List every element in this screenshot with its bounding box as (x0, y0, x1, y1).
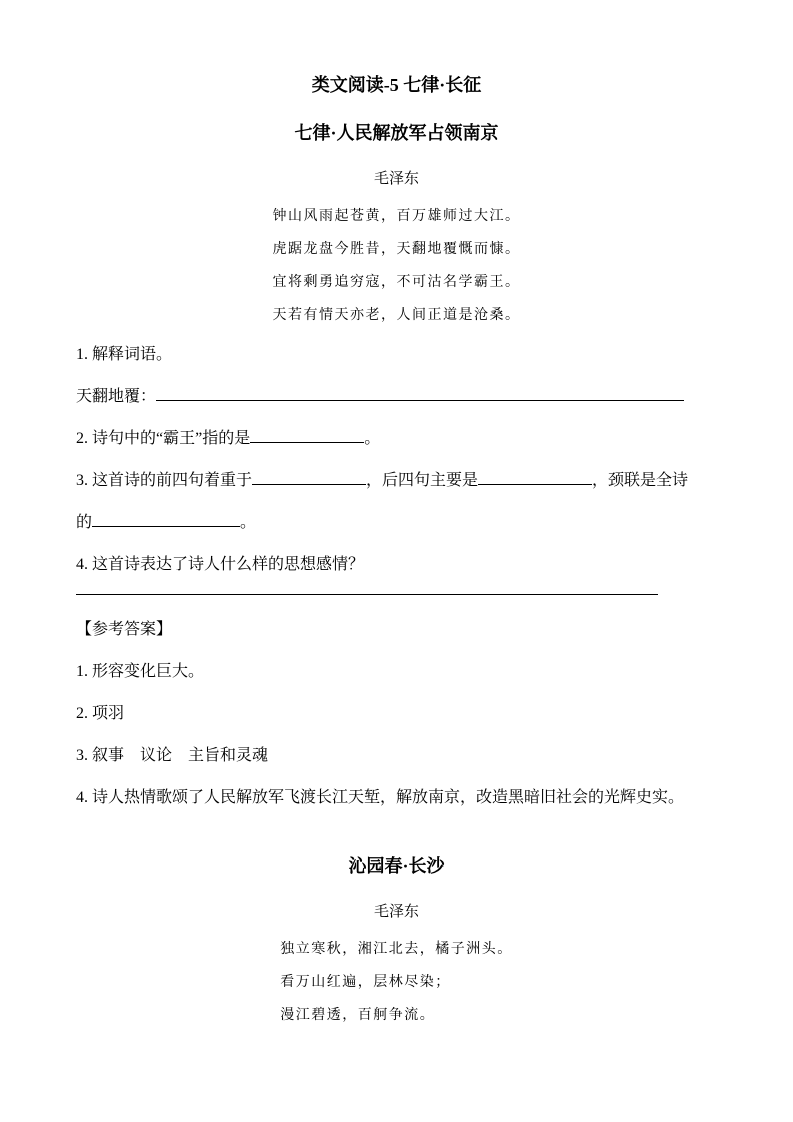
answer-item-2: 2. 项羽 (76, 705, 125, 722)
question-2-text: 2. 诗句中的“霸王”指的是 (76, 430, 251, 447)
question-3-line1 (76, 470, 717, 492)
poem-line: 宜将剩勇追穷寇，不可沽名学霸王。 (272, 275, 521, 290)
answer-item-3: 3. 叙事 议论 主旨和灵魂 (76, 747, 269, 764)
answer-blank (250, 428, 364, 443)
poem-line: 钟山风雨起苍黄，百万雄师过大江。 (272, 209, 521, 224)
question-3-text-2: ，后四句主要是 (366, 472, 479, 489)
answer-item-1: 1. 形容变化巨大。 (76, 663, 205, 680)
poem2-lines (280, 933, 513, 1032)
question-4: 4. 这首诗表达了诗人什么样的思想感情？ (76, 556, 365, 573)
answer-blank (252, 470, 366, 485)
answer-blank (156, 386, 684, 401)
poem-line: 虎踞龙盘今胜昔，天翻地覆慨而慷。 (272, 242, 521, 257)
poem1-title: 七律·人民解放军占领南京 (294, 123, 499, 143)
question-1-answer-line (76, 386, 717, 408)
poem1-lines (273, 200, 521, 332)
poem1-author: 毛泽东 (373, 171, 419, 187)
poem2-author: 毛泽东 (373, 904, 419, 920)
poem-line: 看万山红遍，层林尽染； (280, 975, 451, 990)
question-1: 1. 解释词语。 (76, 346, 173, 363)
poem2-body (76, 933, 717, 1032)
question-2-period: 。 (364, 430, 381, 447)
question-3-text-1: 3. 这首诗的前四句着重于 (76, 472, 253, 489)
question-3-line2 (76, 512, 717, 534)
answer-item-4: 4. 诗人热情歌颂了人民解放军飞渡长江天堑，解放南京，改造黑暗旧社会的光辉史实。 (76, 789, 685, 806)
answer-blank (478, 470, 592, 485)
poem1-body (76, 200, 717, 332)
poem-line: 独立寒秋，湘江北去，橘子洲头。 (280, 942, 513, 957)
question-3-text-3: ，颈联是全诗 (592, 472, 689, 489)
poem-line: 天若有情天亦老，人间正道是沧桑。 (272, 308, 521, 323)
question-1-term: 天翻地覆： (76, 388, 157, 405)
poem2-title: 沁园春·长沙 (348, 856, 445, 876)
answer-blank (92, 512, 240, 527)
poem-line: 漫江碧透，百舸争流。 (280, 1008, 436, 1023)
page-title: 类文阅读-5 七律·长征 (311, 75, 482, 95)
section-divider (76, 594, 658, 595)
question-3-period: 。 (240, 514, 257, 531)
answers-header: 【参考答案】 (76, 621, 173, 638)
question-3-text-4: 的 (76, 514, 93, 531)
question-2 (76, 428, 717, 450)
